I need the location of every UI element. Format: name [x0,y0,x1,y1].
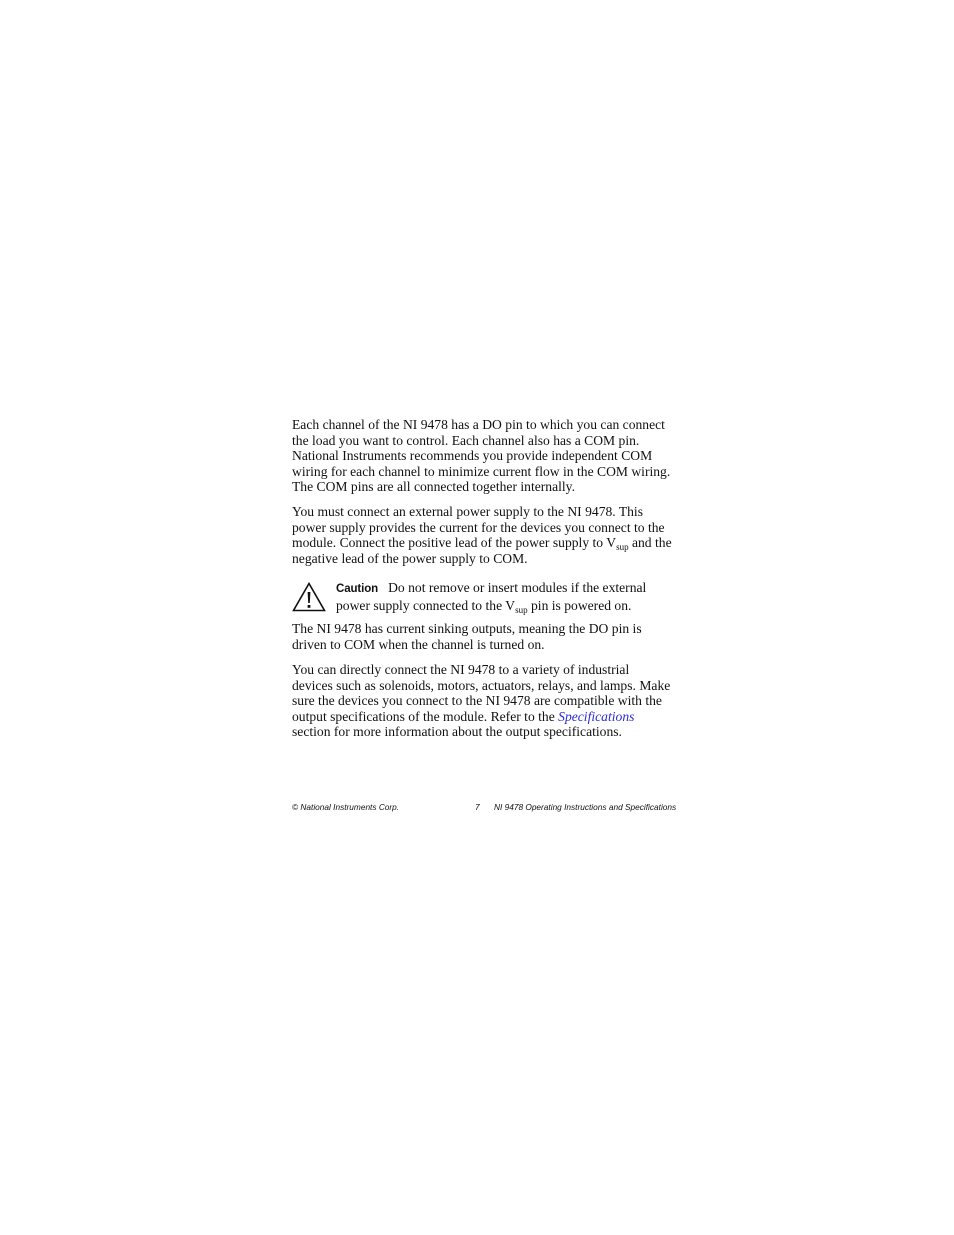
paragraph-power-supply [292,504,672,566]
specifications-link[interactable]: Specifications [558,708,635,724]
caution-body-end: pin is powered on. [527,597,632,613]
paragraph-industrial-devices [292,662,672,740]
caution-body: Do not remove or insert modules if the external power supply connected to the V [336,580,647,613]
industrial-devices-text: You can directly connect the NI 9478 to a variety of industrial devices such as solenoids, motors, actuators, relays, and lamps. Make sure the devices you connect to the NI 9478 are compatible with the output specifications of the module. Refer to the [292,662,671,724]
caution-note [292,580,672,616]
footer-document-title: NI 9478 Operating Instructions and Specifications [494,802,677,812]
caution-vsup-subscript: sup [515,604,528,615]
power-supply-text: You must connect an external power supply to the NI 9478. This power supply provides the current for the devices you connect to the module. Connect the positive lead of the power supply to V [292,504,665,551]
caution-text [336,580,672,613]
power-supply-text-end: and the negative lead of the power supply to COM. [292,535,672,566]
caution-label: Caution [336,583,379,595]
paragraph-sinking-outputs: The NI 9478 has current sinking outputs, meaning the DO pin is driven to COM when the channel is turned on. [292,621,642,652]
paragraph-do-pin: Each channel of the NI 9478 has a DO pin to which you can connect the load you want to control. Each channel also has a COM pin. National Instruments recommends you provide independent COM wiring for each channel to minimize current flow in the COM wiring. The COM pins are all connected together internally. [292,417,671,495]
footer-page-number: 7 [475,802,480,812]
industrial-devices-text-end: section for more information about the output specifications. [292,724,622,740]
warning-triangle-icon [292,582,326,612]
vsup-subscript: sup [616,542,629,553]
footer-copyright: © National Instruments Corp. [292,802,400,812]
